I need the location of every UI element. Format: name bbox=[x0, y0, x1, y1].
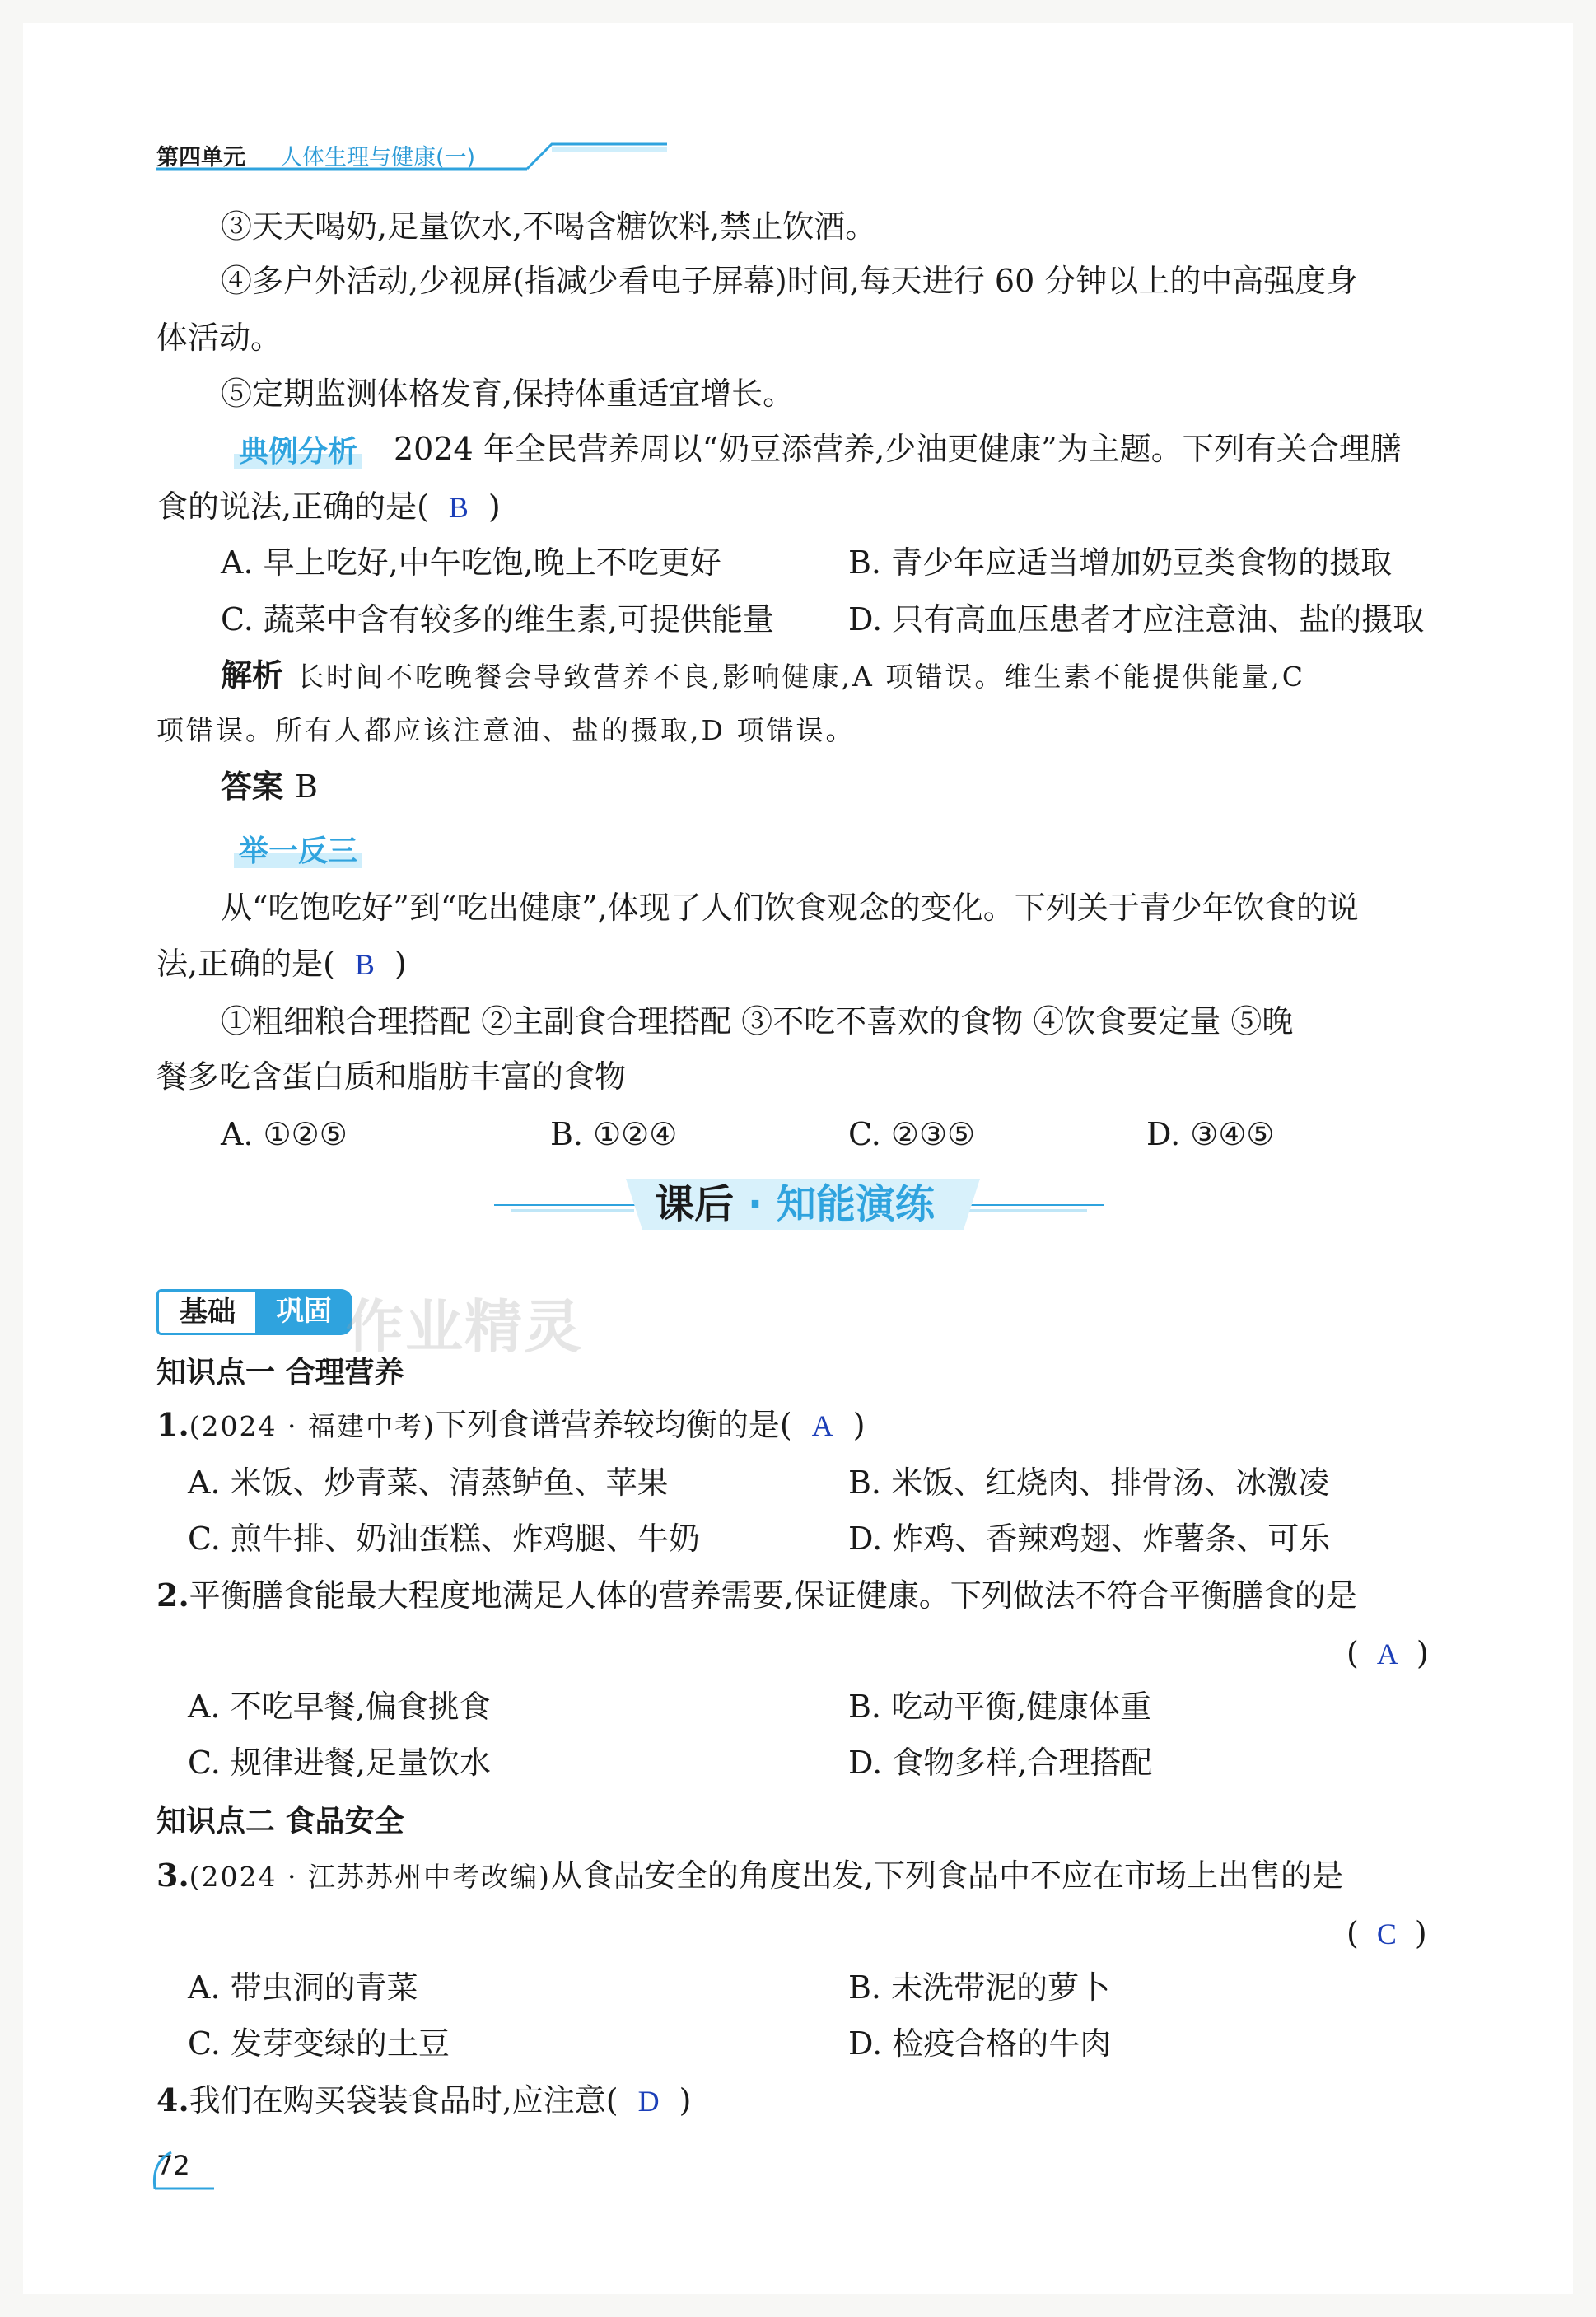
q3-blank bbox=[1346, 1913, 1427, 1955]
practice-tag: 举一反三 bbox=[239, 828, 357, 870]
intro-item-5: ⑤定期监测体格发育,保持体重适宜增长。 bbox=[221, 376, 795, 412]
banner-title bbox=[638, 1172, 951, 1229]
question-2 bbox=[156, 1575, 1357, 1616]
q4-close: ) bbox=[679, 2082, 692, 2118]
practice-option-c: C. ②③⑤ bbox=[848, 1116, 976, 1152]
unit-label: 第四单元 bbox=[156, 145, 245, 171]
q3-option-a: A. 带虫洞的青菜 bbox=[188, 1969, 418, 2006]
q2-blank bbox=[1346, 1633, 1429, 1675]
q2-answer: A bbox=[1376, 1637, 1398, 1670]
q3-option-c: C. 发芽变绿的土豆 bbox=[188, 2025, 450, 2062]
practice-stem-text: 法,正确的是( bbox=[156, 946, 335, 982]
practice-stem-line1: 从“吃饱吃好”到“吃出健康”,体现了人们饮食观念的变化。下列关于青少年饮食的说 bbox=[221, 890, 1359, 926]
q1-option-b: B. 米饭、红烧肉、排骨汤、冰激凌 bbox=[848, 1464, 1330, 1501]
practice-option-b: B. ①②④ bbox=[550, 1116, 678, 1152]
intro-item-3: ③天天喝奶,足量饮水,不喝含糖饮料,禁止饮酒。 bbox=[221, 208, 877, 245]
intro-item-4-line2: 体活动。 bbox=[156, 320, 282, 356]
practice-stem-line2 bbox=[156, 943, 407, 985]
sheet bbox=[23, 23, 1573, 2294]
example-analysis-line2: 项错误。所有人都应该注意油、盐的摄取,D 项错误。 bbox=[156, 714, 856, 746]
banner-right: 知能演练 bbox=[776, 1181, 935, 1227]
page-number: 72 bbox=[156, 2150, 190, 2181]
analysis-text-1: 长时间不吃晚餐会导致营养不良,影响健康,A 项错误。维生素不能提供能量,C bbox=[296, 661, 1306, 693]
answer-value: B bbox=[295, 768, 318, 805]
q3-option-d: D. 检疫合格的牛肉 bbox=[848, 2025, 1112, 2062]
q4-number: 4. bbox=[156, 2081, 189, 2118]
banner-dot: · bbox=[747, 1181, 763, 1227]
practice-items-line2: 餐多吃含蛋白质和脂肪丰富的食物 bbox=[156, 1058, 627, 1095]
intro-item-4-line1: ④多户外活动,少视屏(指减少看电子屏幕)时间,每天进行 60 分钟以上的中高强度身 bbox=[221, 263, 1358, 299]
knowledge-point-2: 知识点二 食品安全 bbox=[156, 1805, 404, 1838]
example-close: ) bbox=[488, 488, 501, 525]
q1-source: (2024 · 福建中考) bbox=[189, 1410, 436, 1442]
practice-items-line1: ①粗细粮合理搭配 ②主副食合理搭配 ③不吃不喜欢的食物 ④饮食要定量 ⑤晚 bbox=[221, 1003, 1294, 1039]
q3-number: 3. bbox=[156, 1857, 189, 1894]
practice-close: ) bbox=[394, 946, 407, 982]
example-option-a: A. 早上吃好,中午吃饱,晚上不吃更好 bbox=[221, 544, 721, 581]
q4-stem: 我们在购买袋装食品时,应注意( bbox=[189, 2082, 618, 2118]
example-option-d: D. 只有高血压患者才应注意油、盐的摄取 bbox=[848, 601, 1425, 638]
question-1 bbox=[156, 1404, 866, 1447]
practice-option-a: A. ①②⑤ bbox=[221, 1116, 348, 1152]
answer-label: 答案 bbox=[221, 768, 284, 805]
q2-option-d: D. 食物多样,合理搭配 bbox=[848, 1745, 1153, 1781]
knowledge-point-1: 知识点一 合理营养 bbox=[156, 1356, 404, 1390]
q3-open: ( bbox=[1346, 1915, 1359, 1951]
q4-answer: D bbox=[637, 2085, 660, 2118]
example-stem-line2 bbox=[156, 486, 501, 528]
page-number-decoration bbox=[148, 2146, 247, 2195]
q3-answer: C bbox=[1376, 1918, 1397, 1950]
practice-answer: B bbox=[354, 948, 375, 981]
q3-close: ) bbox=[1414, 1915, 1427, 1951]
example-answer-line bbox=[221, 766, 318, 807]
banner-left: 课后 bbox=[655, 1181, 735, 1227]
q1-option-a: A. 米饭、炒青菜、清蒸鲈鱼、苹果 bbox=[188, 1464, 669, 1501]
q2-open: ( bbox=[1346, 1635, 1359, 1671]
example-answer: B bbox=[448, 491, 469, 524]
question-3 bbox=[156, 1855, 1343, 1898]
q2-option-c: C. 规律进餐,足量饮水 bbox=[188, 1745, 491, 1781]
example-tag: 典例分析 bbox=[239, 428, 357, 470]
example-option-b: B. 青少年应适当增加奶豆类食物的摄取 bbox=[848, 544, 1393, 581]
example-option-c: C. 蔬菜中含有较多的维生素,可提供能量 bbox=[221, 601, 774, 638]
q1-option-d: D. 炸鸡、香辣鸡翅、炸薯条、可乐 bbox=[848, 1521, 1331, 1557]
q2-option-a: A. 不吃早餐,偏食挑食 bbox=[188, 1689, 491, 1725]
q1-close: ) bbox=[852, 1407, 866, 1443]
analysis-label: 解析 bbox=[221, 657, 284, 694]
header-decoration bbox=[0, 0, 1596, 214]
section-banner bbox=[494, 1166, 1104, 1240]
q2-number: 2. bbox=[156, 1577, 189, 1614]
q3-stem: 从食品安全的角度出发,下列食品中不应在市场上出售的是 bbox=[550, 1857, 1343, 1894]
q3-option-b: B. 未洗带泥的萝卜 bbox=[848, 1969, 1111, 2006]
example-analysis-line1 bbox=[221, 655, 1305, 698]
question-4 bbox=[156, 2080, 691, 2122]
q1-stem: 下列食谱营养较均衡的是( bbox=[435, 1407, 792, 1443]
q1-answer: A bbox=[811, 1409, 833, 1442]
example-stem-text: 食的说法,正确的是( bbox=[156, 488, 429, 525]
practice-option-d: D. ③④⑤ bbox=[1146, 1116, 1275, 1152]
badge-left: 基础 bbox=[156, 1289, 259, 1335]
q2-close: ) bbox=[1416, 1635, 1429, 1671]
example-stem-line1: 2024 年全民营养周以“奶豆添营养,少油更健康”为主题。下列有关合理膳 bbox=[394, 431, 1402, 467]
watermark: 作业精灵 bbox=[346, 1293, 583, 1361]
q1-option-c: C. 煎牛排、奶油蛋糕、炸鸡腿、牛奶 bbox=[188, 1521, 700, 1557]
q2-stem: 平衡膳食能最大程度地满足人体的营养需要,保证健康。下列做法不符合平衡膳食的是 bbox=[189, 1577, 1357, 1614]
badge-right: 巩固 bbox=[255, 1289, 352, 1335]
unit-title: 人体生理与健康(一) bbox=[280, 145, 476, 171]
q1-number: 1. bbox=[156, 1406, 189, 1443]
q3-source: (2024 · 江苏苏州中考改编) bbox=[189, 1861, 551, 1893]
q2-option-b: B. 吃动平衡,健康体重 bbox=[848, 1689, 1152, 1725]
